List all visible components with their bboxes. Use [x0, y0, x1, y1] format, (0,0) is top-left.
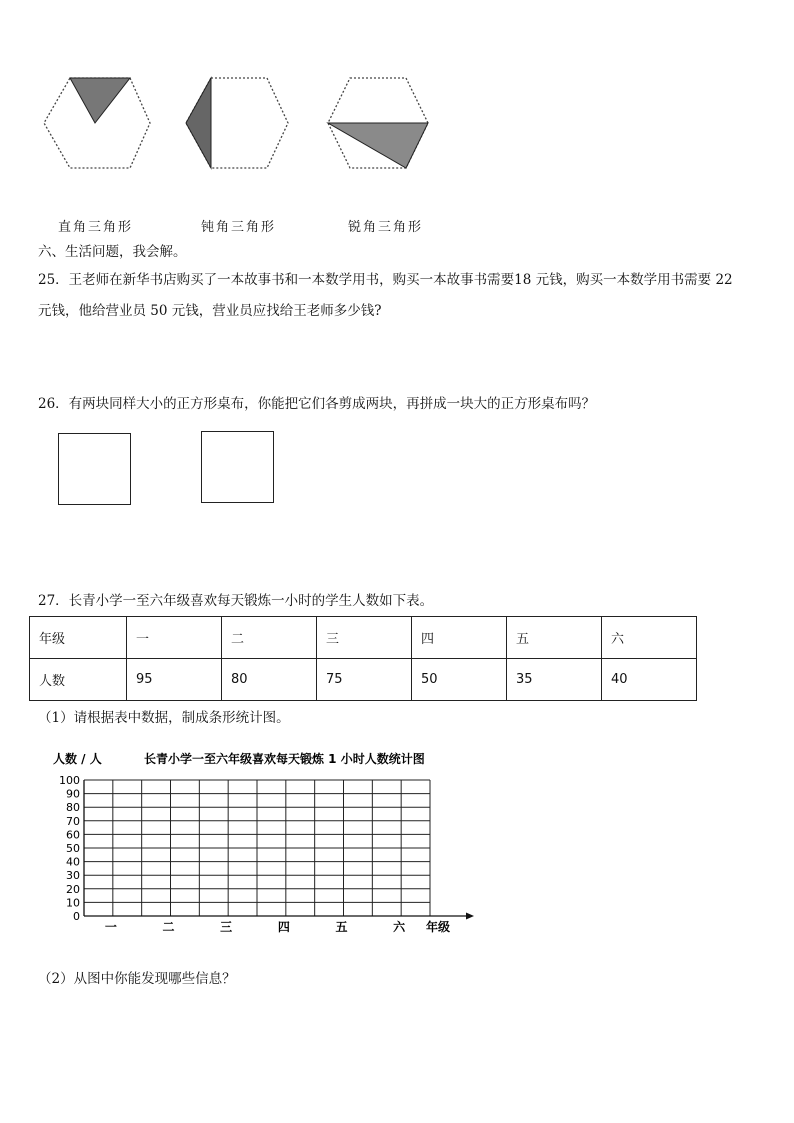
chart-y-axis-label: 人数 / 人 [53, 752, 102, 766]
question-25-line1: 25．王老师在新华书店购买了一本故事书和一本数学用书，购买一本故事书需要18 元钱，购买一本数学用书需要 22 [38, 272, 733, 288]
table-cell: 35 [507, 659, 602, 701]
chart-y-tick-label: 100 [59, 774, 80, 787]
hexagon-acute-triangle [328, 78, 428, 168]
hexagon-obtuse-triangle [186, 78, 288, 168]
caption-obtuse-triangle: 钝角三角形 [201, 220, 277, 235]
chart-y-tick-label: 40 [66, 855, 80, 869]
table-cell: 50 [412, 659, 507, 701]
question-26: 26．有两块同样大小的正方形桌布，你能把它们各剪成两块，再拼成一块大的正方形桌布吗？ [38, 396, 596, 412]
table-cell: 六 [602, 617, 697, 659]
hexagon-figures [30, 68, 450, 178]
chart-y-tick-label: 80 [66, 801, 80, 815]
table-header-cell: 人数 [30, 659, 127, 701]
chart-y-tick-label: 60 [66, 828, 80, 842]
chart-x-tick-label: 二 [162, 920, 175, 934]
chart-x-tick-label: 五 [335, 920, 348, 934]
chart-y-tick-label: 90 [66, 787, 80, 801]
chart-x-tick-label: 三 [220, 920, 233, 934]
chart-y-ticks [59, 774, 80, 923]
chart-y-tick-label: 50 [66, 842, 80, 855]
chart-y-tick-label: 20 [66, 882, 80, 896]
chart-title: 长青小学一至六年级喜欢每天锻炼 1 小时人数统计图 [144, 752, 425, 766]
chart-y-tick-label: 10 [66, 896, 80, 910]
chart-y-tick-label: 70 [66, 814, 80, 828]
table-cell: 三 [317, 617, 412, 659]
chart-x-tick-label: 一 [104, 920, 117, 934]
grade-count-table [29, 616, 697, 701]
table-cell: 80 [222, 659, 317, 701]
question-25-line2: 元钱，他给营业员 50 元钱，营业员应找给王老师多少钱? [38, 303, 382, 319]
tablecloth-square-2 [201, 431, 274, 503]
question-27-sub1: （1）请根据表中数据，制成条形统计图。 [38, 710, 290, 726]
table-row [30, 617, 697, 659]
chart-y-tick-label: 30 [66, 869, 80, 883]
chart-x-axis-label: 年级 [426, 920, 451, 934]
caption-right-triangle: 直角三角形 [58, 220, 134, 235]
chart-x-tick-label: 四 [277, 920, 290, 934]
question-27-intro: 27．长青小学一至六年级喜欢每天锻炼一小时的学生人数如下表。 [38, 593, 434, 609]
table-cell: 五 [507, 617, 602, 659]
table-cell: 40 [602, 659, 697, 701]
bar-chart [40, 745, 490, 940]
table-row [30, 659, 697, 701]
chart-x-ticks [105, 919, 406, 934]
table-cell: 一 [127, 617, 222, 659]
chart-grid [84, 780, 430, 916]
section-heading: 六、生活问题，我会解。 [38, 244, 187, 260]
chart-y-tick-label: 0 [73, 910, 80, 923]
question-27-sub2: （2）从图中你能发现哪些信息？ [38, 971, 236, 987]
chart-x-tick-label: 六 [393, 920, 406, 934]
hexagon-right-triangle [44, 78, 150, 168]
table-cell: 75 [317, 659, 412, 701]
table-cell: 四 [412, 617, 507, 659]
tablecloth-square-1 [58, 433, 131, 505]
table-header-cell: 年级 [30, 617, 127, 659]
table-cell: 二 [222, 617, 317, 659]
caption-acute-triangle: 锐角三角形 [348, 220, 424, 235]
chart-x-axis-arrow [466, 913, 474, 920]
table-cell: 95 [127, 659, 222, 701]
